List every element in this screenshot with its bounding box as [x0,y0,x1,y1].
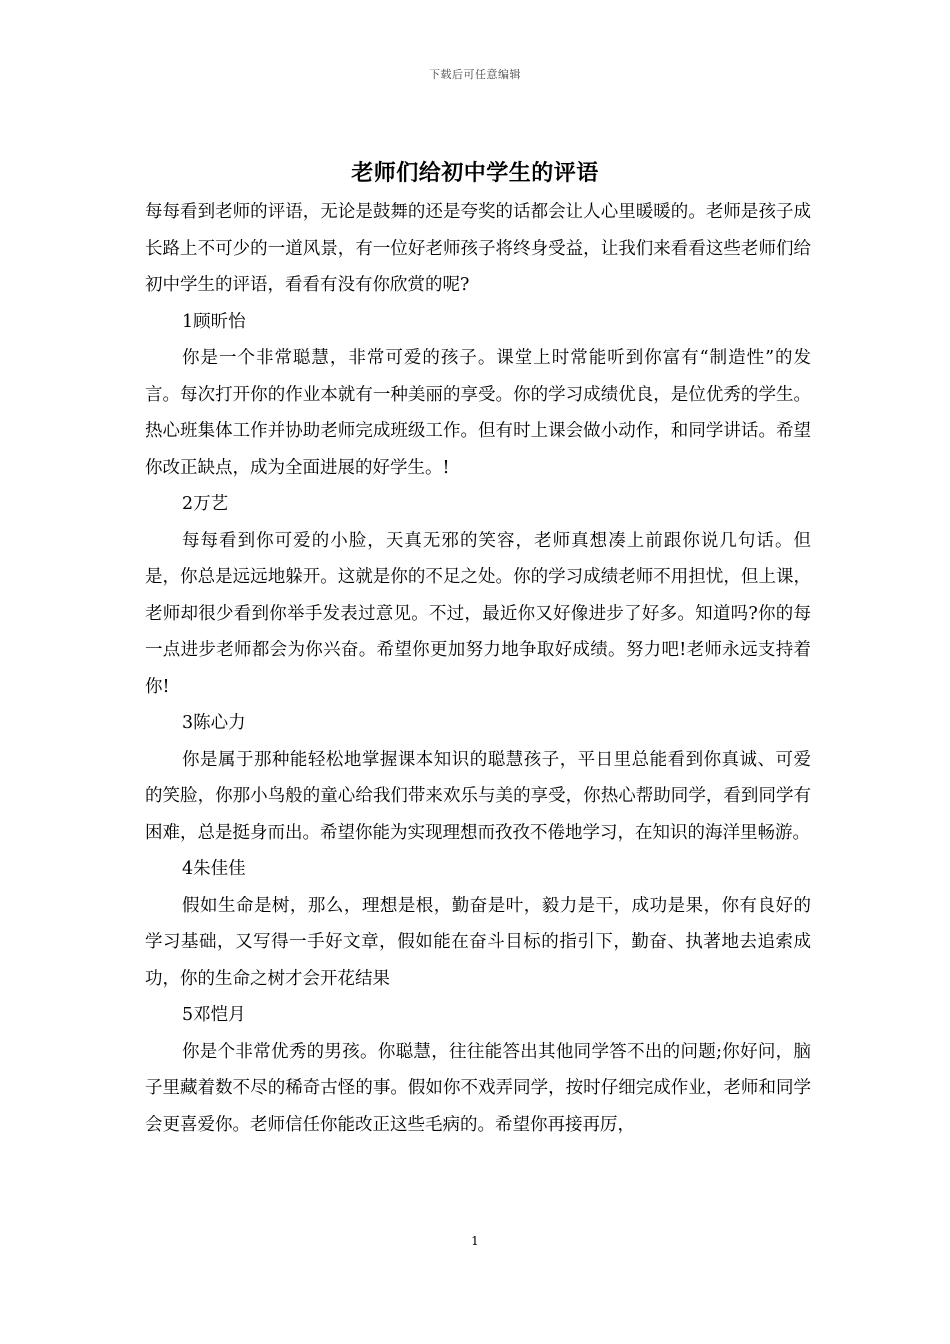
comment-paragraph: 假如生命是树，那么，理想是根，勤奋是叶，毅力是干，成功是果，你有良好的学习基础，又写得一手好文章，假如能在奋斗目标的指引下，勤奋、执著地去追索成功，你的生命之树才会开花结果 [145,895,811,989]
comment-paragraph: 你是一个非常聪慧，非常可爱的孩子。课堂上时常能听到你富有“制造性”的发言。每次打开你的作业本就有一种美丽的享受。你的学习成绩优良，是位优秀的学生。热心班集体工作并协助老师完成班级工作。但有时上课会做小动作，和同学讲话。希望你改正缺点，成为全面进展的好学生。! [145,348,811,478]
student-name: 1顾昕怡 [182,311,246,332]
document-body [145,194,811,1143]
student-name: 3陈心力 [182,713,246,733]
document-title: 老师们给初中学生的评语 [351,160,599,186]
student-name: 5邓恺月 [182,1005,246,1025]
student-name: 4朱佳佳 [182,859,246,879]
comment-paragraph: 你是属于那种能轻松地掌握课本知识的聪慧孩子，平日里总能看到你真诚、可爱的笑脸，你那小鸟般的童心给我们带来欢乐与美的享受，你热心帮助同学，看到同学有困难，总是挺身而出。希望你能为实现理想而孜孜不倦地学习，在知识的海洋里畅游。 [145,749,811,843]
comment-paragraph: 每每看到你可爱的小脸，天真无邪的笑容，老师真想凑上前跟你说几句话。但是，你总是远远地躲开。这就是你的不足之处。你的学习成绩老师不用担忧，但上课，老师却很少看到你举手发表过意见。不过，最近你又好像进步了好多。知道吗?你的每一点进步老师都会为你兴奋。希望你更加努力地争取好成绩。努力吧!老师永远支持着你! [145,530,811,697]
page-number: 1 [471,1234,479,1248]
intro-paragraph: 每每看到老师的评语，无论是鼓舞的还是夸奖的话都会让人心里暖暖的。老师是孩子成长路上不可少的一道风景，有一位好老师孩子将终身受益，让我们来看看这些老师们给初中学生的评语，看看有没有你欣赏的呢? [145,202,811,295]
student-name: 2万艺 [182,494,229,514]
comment-paragraph: 你是个非常优秀的男孩。你聪慧，往往能答出其他同学答不出的问题;你好问，脑子里藏着数不尽的稀奇古怪的事。假如你不戏弄同学，按时仔细完成作业，老师和同学会更喜爱你。老师信任你能改正这些毛病的。希望你再接再厉， [145,1041,811,1135]
header-note: 下载后可任意编辑 [429,68,521,81]
